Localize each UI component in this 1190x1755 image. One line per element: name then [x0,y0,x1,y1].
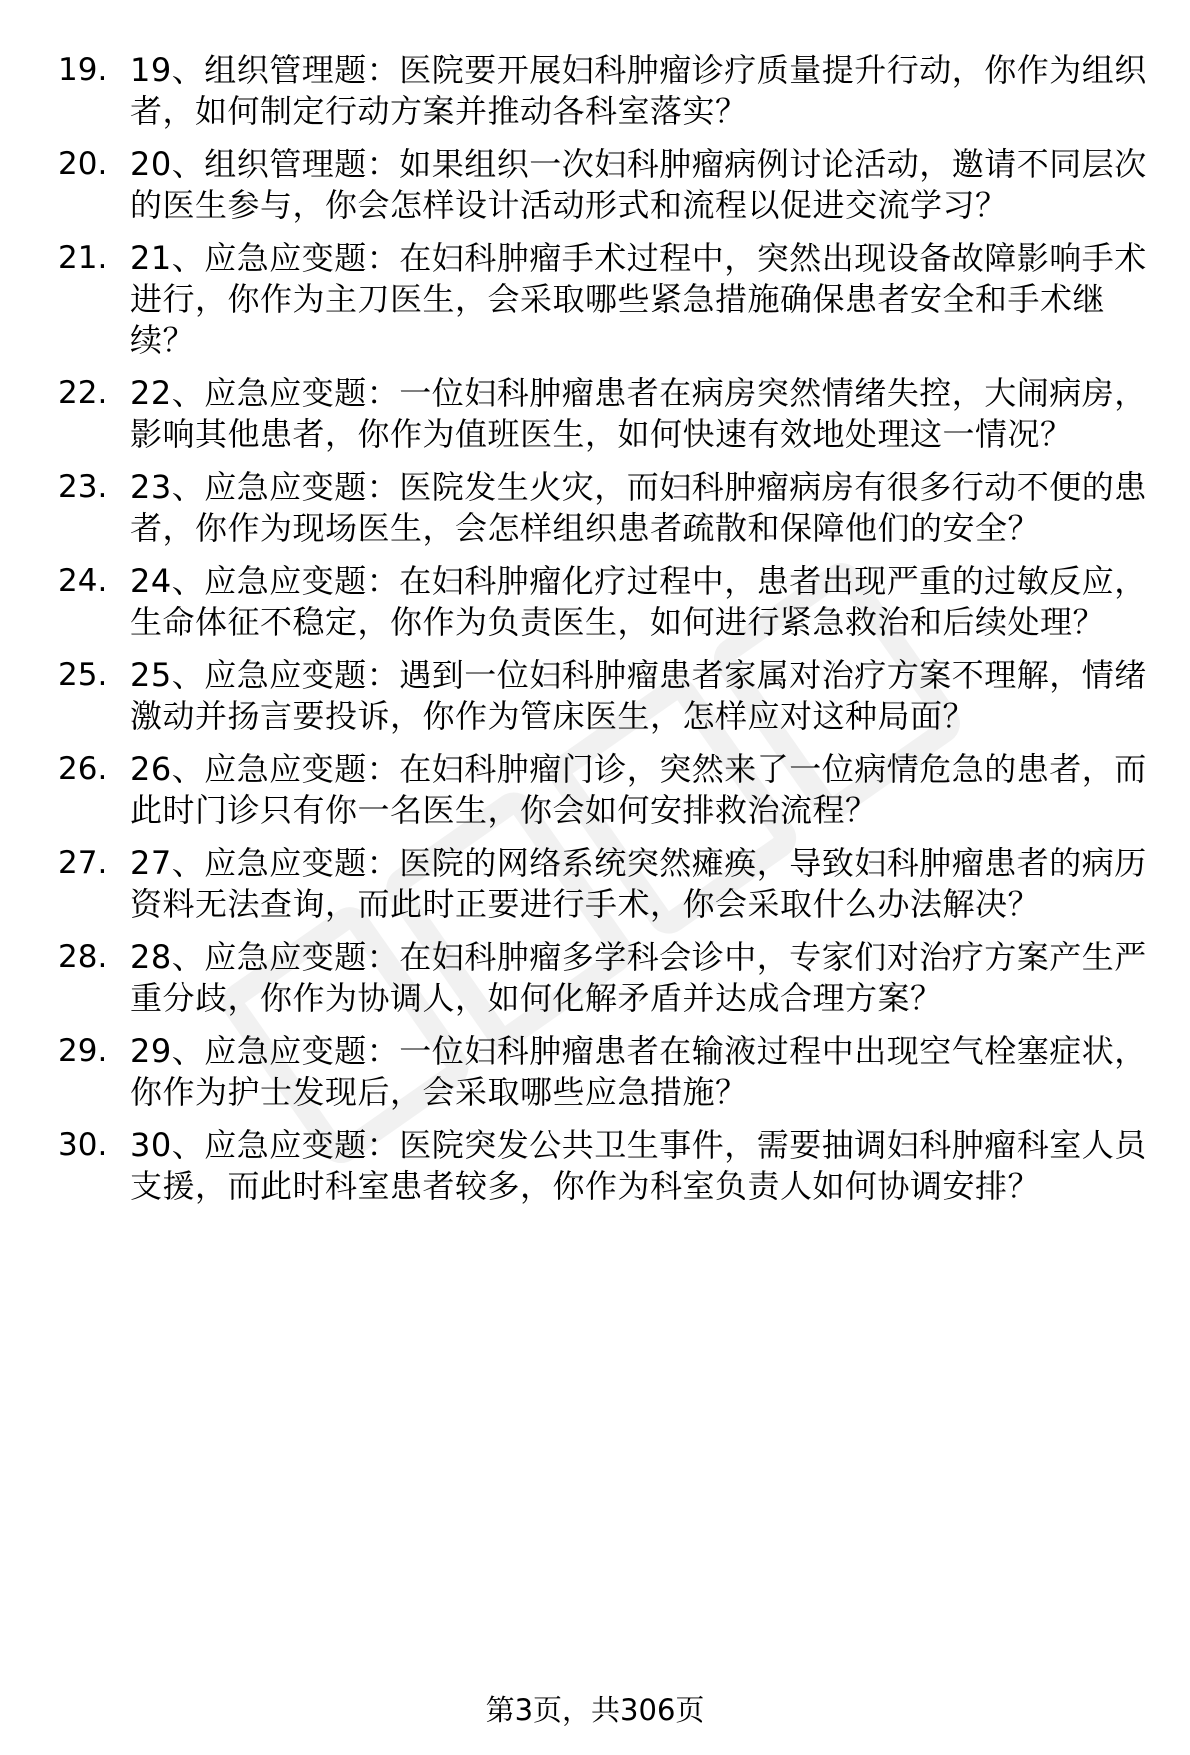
list-item [58,373,1158,455]
item-text: 22、应急应变题：一位妇科肿瘤患者在病房突然情绪失控，大闹病房，影响其他患者，你作为值班医生，如何快速有效地处理这一情况？ [130,374,1147,453]
list-item [58,467,1158,549]
list-item [58,50,1158,132]
item-number: 20. [58,146,108,182]
item-text: 24、应急应变题：在妇科肿瘤化疗过程中，患者出现严重的过敏反应，生命体征不稳定，你作为负责医生，如何进行紧急救治和后续处理？ [130,562,1147,641]
item-text: 29、应急应变题：一位妇科肿瘤患者在输液过程中出现空气栓塞症状，你作为护士发现后，会采取哪些应急措施？ [130,1032,1147,1111]
list-item [58,238,1158,361]
list-item [58,1125,1158,1207]
item-text: 28、应急应变题：在妇科肿瘤多学科会诊中，专家们对治疗方案产生严重分歧，你作为协调人，如何化解矛盾并达成合理方案？ [130,938,1147,1017]
item-number: 28. [58,939,108,975]
list-item [58,843,1158,925]
item-number: 25. [58,657,108,693]
item-number: 27. [58,845,108,881]
item-number: 19. [58,52,108,88]
item-number: 24. [58,563,108,599]
item-text: 25、应急应变题：遇到一位妇科肿瘤患者家属对治疗方案不理解，情绪激动并扬言要投诉，你作为管床医生，怎样应对这种局面？ [130,656,1147,735]
list-item [58,561,1158,643]
item-text: 26、应急应变题：在妇科肿瘤门诊，突然来了一位病情危急的患者，而此时门诊只有你一名医生，你会如何安排救治流程？ [130,750,1147,829]
item-text: 20、组织管理题：如果组织一次妇科肿瘤病例讨论活动，邀请不同层次的医生参与，你会怎样设计活动形式和流程以促进交流学习？ [130,145,1147,224]
question-list [58,50,1158,1219]
item-number: 22. [58,375,108,411]
item-number: 21. [58,240,108,276]
item-text: 21、应急应变题：在妇科肿瘤手术过程中，突然出现设备故障影响手术进行，你作为主刀医生，会采取哪些紧急措施确保患者安全和手术继续？ [130,239,1147,359]
list-item [58,749,1158,831]
item-text: 30、应急应变题：医院突发公共卫生事件，需要抽调妇科肿瘤科室人员支援，而此时科室患者较多，你作为科室负责人如何协调安排？ [130,1126,1147,1205]
item-text: 23、应急应变题：医院发生火灾，而妇科肿瘤病房有很多行动不便的患者，你作为现场医生，会怎样组织患者疏散和保障他们的安全？ [130,468,1147,547]
page-footer: 第3页，共306页 [485,1693,705,1727]
item-number: 30. [58,1127,108,1163]
item-number: 29. [58,1033,108,1069]
item-text: 19、组织管理题：医院要开展妇科肿瘤诊疗质量提升行动，你作为组织者，如何制定行动方案并推动各科室落实？ [130,51,1147,130]
item-text: 27、应急应变题：医院的网络系统突然瘫痪，导致妇科肿瘤患者的病历资料无法查询，而此时正要进行手术，你会采取什么办法解决？ [130,844,1147,923]
item-number: 26. [58,751,108,787]
list-item [58,1031,1158,1113]
list-item [58,655,1158,737]
list-item [58,144,1158,226]
list-item [58,937,1158,1019]
item-number: 23. [58,469,108,505]
